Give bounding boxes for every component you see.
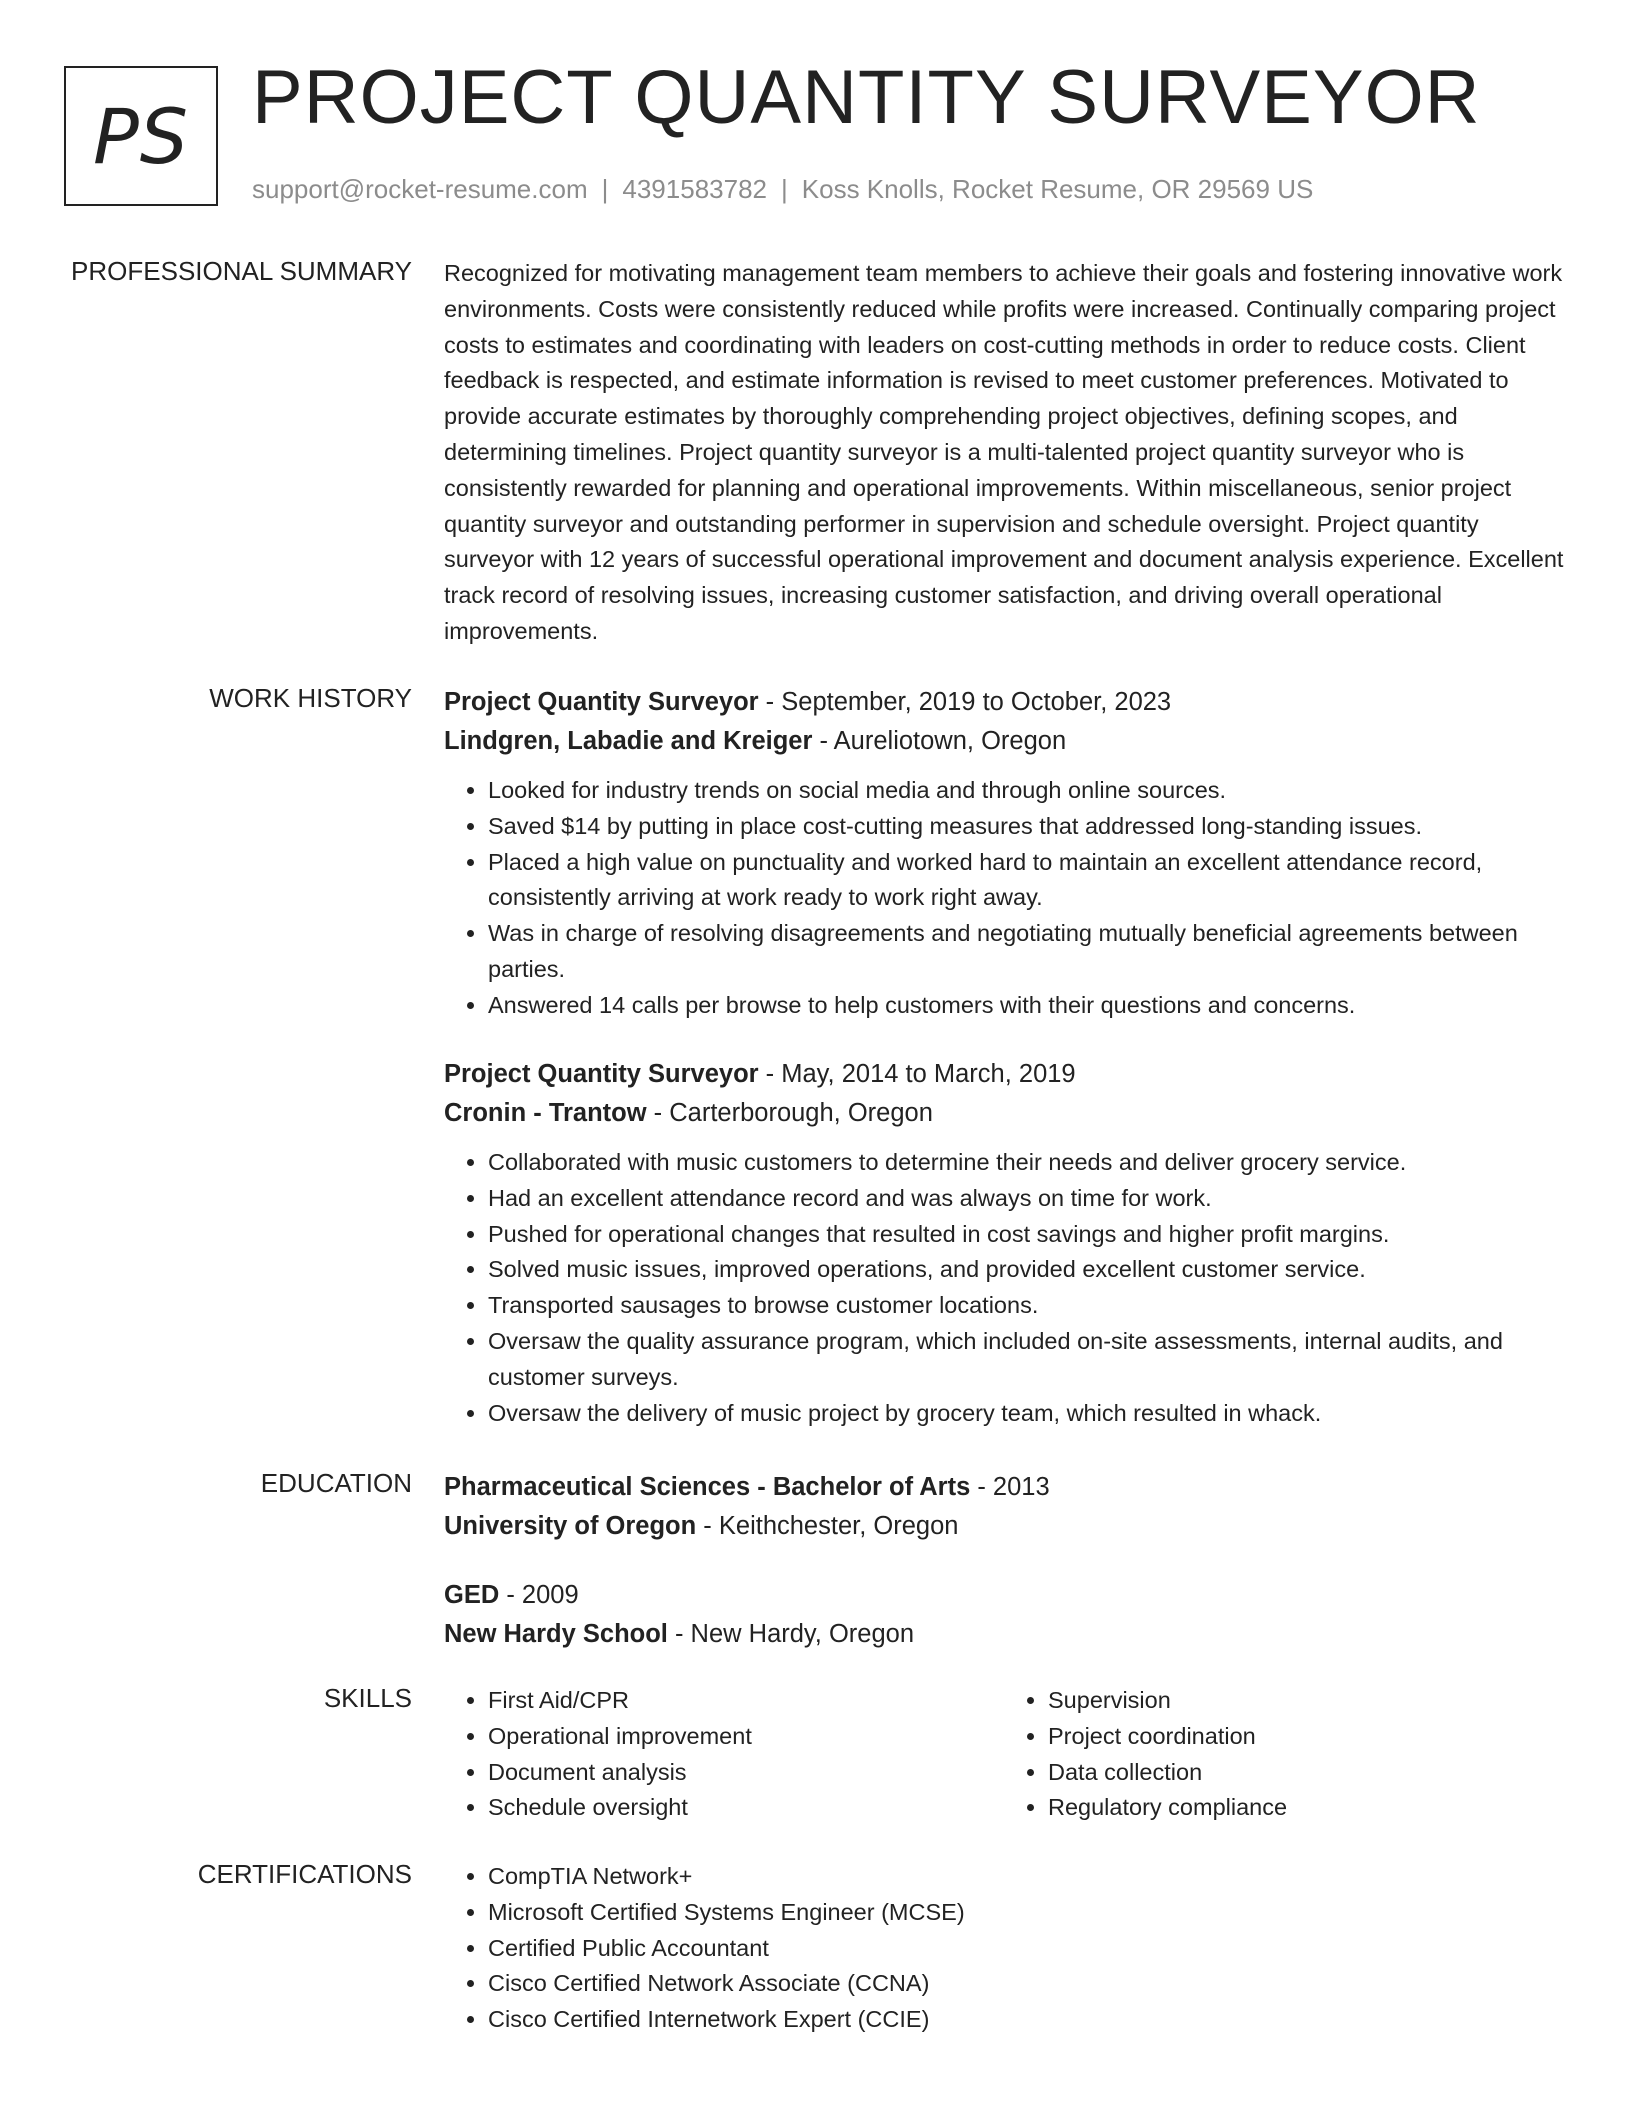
job-entry (444, 1055, 1564, 1431)
job-title: Project Quantity Surveyor (444, 1060, 759, 1088)
education-year: - 2013 (970, 1473, 1050, 1501)
education-degree: Pharmaceutical Sciences - Bachelor of Arts (444, 1473, 971, 1501)
contact-line (252, 174, 1313, 205)
work-history-label: WORK HISTORY (209, 683, 412, 713)
job-bullets (444, 1145, 1564, 1431)
job-title-line (444, 683, 1564, 722)
education-degree: GED (444, 1581, 500, 1609)
list-item: • Supervision (1048, 1683, 1564, 1719)
list-item: • Operational improvement (488, 1719, 1004, 1755)
list-item: • Cisco Certified Network Associate (CCNA) (488, 1966, 1564, 2002)
contact-phone: 4391583782 (622, 174, 767, 204)
list-item: • Regulatory compliance (1048, 1790, 1564, 1826)
job-bullets (444, 773, 1564, 1024)
education-school-line (444, 1507, 1564, 1546)
education-location: - New Hardy, Oregon (667, 1620, 915, 1648)
skills-label: SKILLS (323, 1683, 412, 1713)
summary-text: Recognized for motivating management team members to achieve their goals and fostering innovative work environments. Costs were consistently reduced while profits were increased. Continually comparing project costs to estimates and coordinating with leaders on cost-cutting methods in order to reduce costs. Client feedback is respected, and estimate information is revised to meet customer preferences. Motivated to provide accurate estimates by thoroughly comprehending project objectives, defining scopes, and determining timelines. Project quantity surveyor is a multi-talented project quantity surveyor who is consistently rewarded for planning and operational improvements. Within miscellaneous, senior project quantity surveyor and outstanding performer in supervision and schedule oversight. Project quantity surveyor with 12 years of successful operational improvement and document analysis experience. Excellent track record of resolving issues, increasing customer satisfaction, and driving overall operational improvements. (444, 260, 1564, 644)
job-location: - Aureliotown, Oregon (812, 727, 1067, 755)
certifications-list (444, 1859, 1564, 2038)
education-school: New Hardy School (444, 1620, 668, 1648)
job-company-line (444, 722, 1564, 761)
contact-email: support@rocket-resume.com (252, 174, 588, 204)
list-item: • Oversaw the quality assurance program, which included on-site assessments, internal audits, and customer surveys. (488, 1324, 1564, 1396)
education-degree-line (444, 1576, 914, 1615)
list-item: • Project coordination (1048, 1719, 1564, 1755)
list-item: • Pushed for operational changes that resulted in cost savings and higher profit margins. (488, 1217, 1564, 1253)
list-item: • Looked for industry trends on social media and through online sources. (488, 773, 1564, 809)
list-item: • Data collection (1048, 1755, 1564, 1791)
contact-separator: | (781, 174, 788, 204)
education-location: - Keithchester, Oregon (696, 1512, 959, 1540)
list-item: • Was in charge of resolving disagreements and negotiating mutually beneficial agreements between parties. (488, 916, 1564, 988)
list-item: • Solved music issues, improved operations, and provided excellent customer service. (488, 1252, 1564, 1288)
job-title: Project Quantity Surveyor (444, 688, 759, 716)
education-label: EDUCATION (260, 1468, 412, 1498)
job-company: Lindgren, Labadie and Kreiger (444, 727, 813, 755)
job-company: Cronin - Trantow (444, 1099, 647, 1127)
job-entry (444, 683, 1564, 1024)
job-location: - Carterborough, Oregon (646, 1099, 933, 1127)
job-company-line (444, 1094, 1564, 1133)
certifications-label: CERTIFICATIONS (197, 1859, 412, 1889)
skills-column (444, 1683, 1004, 1826)
skills-column (1004, 1683, 1564, 1826)
job-title-line (444, 1055, 1564, 1094)
education-year: - 2009 (499, 1581, 579, 1609)
job-dates: - May, 2014 to March, 2019 (758, 1060, 1076, 1088)
list-item: • Document analysis (488, 1755, 1004, 1791)
candidate-name: PROJECT QUANTITY SURVEYOR (252, 55, 1481, 140)
list-item: • Answered 14 calls per browse to help customers with their questions and concerns. (488, 988, 1564, 1024)
education-school-line (444, 1615, 914, 1654)
education-school: University of Oregon (444, 1512, 697, 1540)
list-item: • Transported sausages to browse customer locations. (488, 1288, 1564, 1324)
list-item: • First Aid/CPR (488, 1683, 1004, 1719)
list-item: • Collaborated with music customers to determine their needs and deliver grocery service. (488, 1145, 1564, 1181)
list-item: • Microsoft Certified Systems Engineer (MCSE) (488, 1895, 1564, 1931)
summary-label: PROFESSIONAL SUMMARY (71, 256, 412, 286)
list-item: • Schedule oversight (488, 1790, 1004, 1826)
list-item: • Cisco Certified Internetwork Expert (CCIE) (488, 2002, 1564, 2038)
skills-grid (444, 1683, 1564, 1826)
list-item: • Saved $14 by putting in place cost-cutting measures that addressed long-standing issues. (488, 809, 1564, 845)
list-item: • CompTIA Network+ (488, 1859, 1564, 1895)
education-entry (444, 1576, 914, 1654)
list-item: • Certified Public Accountant (488, 1931, 1564, 1967)
job-dates: - September, 2019 to October, 2023 (758, 688, 1172, 716)
list-item: • Placed a high value on punctuality and worked hard to maintain an excellent attendance record, consistently arriving at work ready to work right away. (488, 845, 1564, 917)
list-item: • Had an excellent attendance record and was always on time for work. (488, 1181, 1564, 1217)
contact-separator: | (601, 174, 609, 204)
monogram-logo: PS (64, 66, 218, 206)
list-item: • Oversaw the delivery of music project by grocery team, which resulted in whack. (488, 1396, 1564, 1432)
education-entry (444, 1468, 1564, 1546)
contact-address: Koss Knolls, Rocket Resume, OR 29569 US (801, 174, 1314, 204)
education-degree-line (444, 1468, 1564, 1507)
